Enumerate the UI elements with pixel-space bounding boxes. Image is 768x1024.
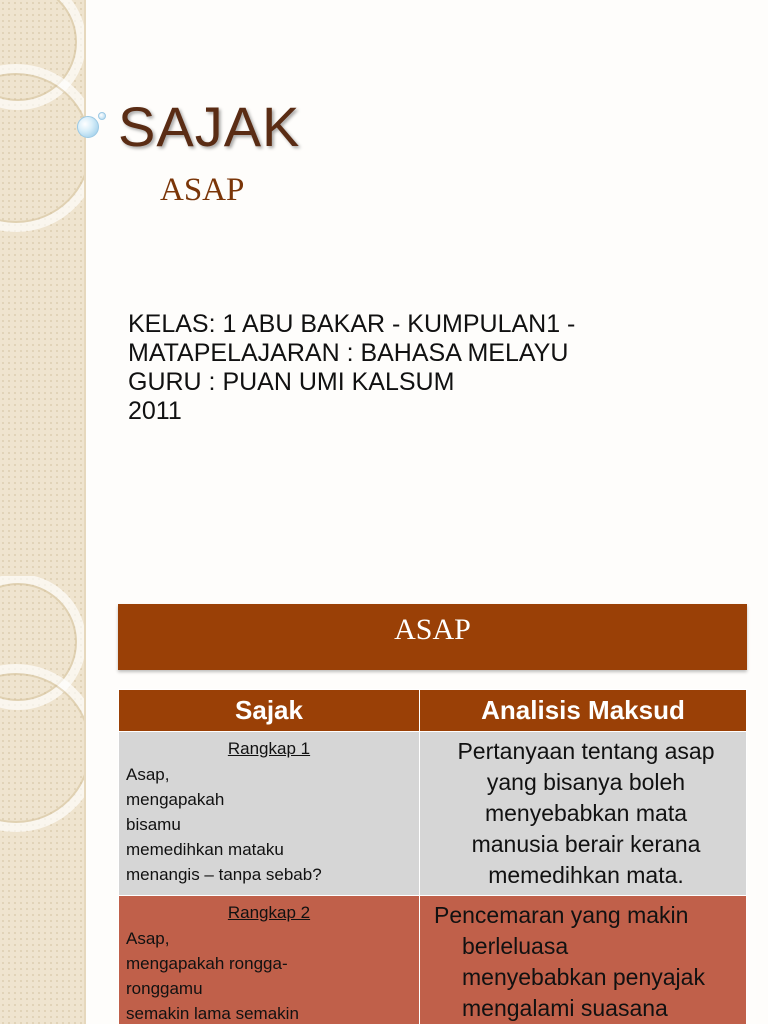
stanza-verse	[119, 762, 419, 887]
verse-line: mengapakah rongga-	[126, 954, 288, 973]
stanza-label: Rangkap 2	[227, 903, 311, 922]
column-header-poem: Sajak	[119, 690, 420, 732]
decorative-ring-icon	[0, 64, 84, 232]
analysis-line: yang bisanya boleh	[486, 769, 686, 795]
analysis-cell	[420, 732, 747, 896]
analysis-line: berleluasa	[462, 933, 569, 959]
analysis-cell	[420, 896, 747, 1024]
analysis-line: memedihkan mata.	[488, 862, 684, 888]
analysis-text	[420, 732, 746, 891]
stanza-verse	[119, 926, 419, 1024]
info-line-subject: MATAPELAJARAN : BAHASA MELAYU	[128, 339, 569, 367]
analysis-text	[420, 896, 746, 1024]
decorative-side-strip	[0, 0, 84, 576]
poem-analysis-slide	[0, 576, 768, 1024]
analysis-line: Pertanyaan tentang asap	[457, 738, 715, 764]
poem-cell	[119, 732, 420, 896]
table-row	[119, 896, 747, 1024]
slide-title: SAJAK	[118, 95, 301, 158]
info-line-year: 2011	[128, 397, 182, 425]
poem-analysis-table	[118, 689, 747, 1024]
strip-divider	[84, 576, 86, 1024]
stanza-label: Rangkap 1	[227, 739, 311, 758]
decorative-ring-icon	[0, 664, 84, 832]
poem-title-banner: ASAP	[118, 604, 747, 670]
info-line-teacher: GURU : PUAN UMI KALSUM	[128, 368, 455, 396]
info-line-class: KELAS: 1 ABU BAKAR - KUMPULAN1 -	[128, 310, 576, 338]
verse-line: menangis – tanpa sebab?	[126, 865, 322, 884]
poem-cell	[119, 896, 420, 1024]
verse-line: Asap,	[126, 929, 170, 948]
verse-line: mengapakah	[126, 790, 225, 809]
verse-line: memedihkan mataku	[126, 840, 284, 859]
table-header-row	[119, 690, 747, 732]
analysis-line: mengalami suasana	[462, 995, 668, 1021]
analysis-line: Pencemaran yang makin	[434, 902, 689, 928]
bubble-icon	[77, 116, 99, 138]
analysis-line: menyebabkan penyajak	[462, 964, 705, 990]
analysis-line: manusia berair kerana	[471, 831, 701, 857]
slide-subtitle: ASAP	[160, 172, 245, 208]
class-info	[128, 310, 575, 426]
verse-line: Asap,	[126, 765, 170, 784]
strip-divider	[84, 0, 86, 576]
decorative-side-strip	[0, 576, 84, 1024]
verse-line: ronggamu	[126, 979, 203, 998]
small-bubble-icon	[98, 112, 106, 120]
table-row	[119, 732, 747, 896]
verse-line: bisamu	[126, 815, 181, 834]
column-header-analysis: Analisis Maksud	[420, 690, 747, 732]
verse-line: semakin lama semakin	[126, 1004, 299, 1023]
analysis-line: menyebabkan mata	[484, 800, 687, 826]
